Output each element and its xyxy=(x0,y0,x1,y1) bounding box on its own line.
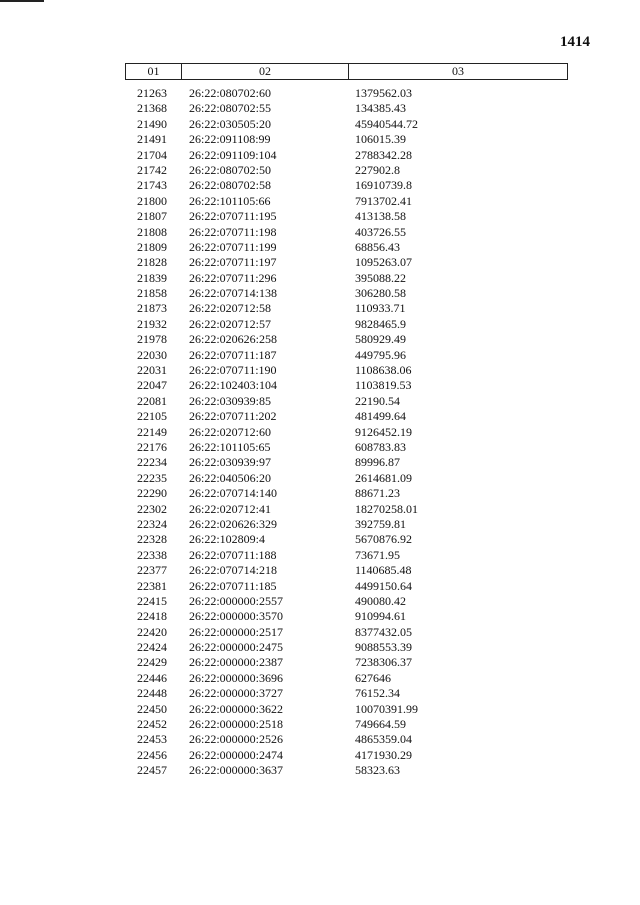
value-cell: 1103819.53 xyxy=(355,378,412,393)
table-row xyxy=(125,655,568,670)
row-id-cell: 22377 xyxy=(137,563,167,578)
row-id-cell: 22424 xyxy=(137,640,167,655)
row-id-cell: 22420 xyxy=(137,624,167,639)
value-cell: 403726.55 xyxy=(355,224,406,239)
row-id-cell: 21490 xyxy=(137,116,167,131)
row-id-cell: 21978 xyxy=(137,332,167,347)
table-row xyxy=(125,609,568,624)
cadastral-number-cell: 26:22:091109:104 xyxy=(189,147,277,162)
value-cell: 68856.43 xyxy=(355,239,400,254)
row-id-cell: 21704 xyxy=(137,147,167,162)
value-cell: 106015.39 xyxy=(355,132,406,147)
value-cell: 449795.96 xyxy=(355,347,406,362)
table-row xyxy=(125,363,568,378)
value-cell: 58323.63 xyxy=(355,763,400,778)
value-cell: 395088.22 xyxy=(355,270,406,285)
cadastral-number-cell: 26:22:000000:2387 xyxy=(189,655,284,670)
cadastral-number-cell: 26:22:101105:66 xyxy=(189,193,271,208)
cadastral-number-cell: 26:22:080702:58 xyxy=(189,178,272,193)
cadastral-number-cell: 26:22:020712:58 xyxy=(189,301,272,316)
value-cell: 1379562.03 xyxy=(355,86,412,100)
table-row xyxy=(125,240,568,255)
row-id-cell: 22456 xyxy=(137,747,167,762)
table-row xyxy=(125,502,568,517)
cadastral-number-cell: 26:22:000000:2557 xyxy=(189,593,284,608)
cadastral-number-cell: 26:22:080702:55 xyxy=(189,101,272,116)
value-cell: 76152.34 xyxy=(355,686,400,701)
row-id-cell: 22176 xyxy=(137,439,167,454)
table-row xyxy=(125,471,568,486)
value-cell: 22190.54 xyxy=(355,393,400,408)
row-id-cell: 21263 xyxy=(137,86,167,100)
table-row xyxy=(125,732,568,747)
row-id-cell: 22047 xyxy=(137,378,167,393)
cadastral-number-cell: 26:22:020712:57 xyxy=(189,316,272,331)
table-row xyxy=(125,86,568,101)
row-id-cell: 21873 xyxy=(137,301,167,316)
cadastral-number-cell: 26:22:000000:3622 xyxy=(189,701,284,716)
value-cell: 45940544.72 xyxy=(355,116,418,131)
value-cell: 608783.83 xyxy=(355,439,406,454)
value-cell: 1108638.06 xyxy=(355,363,412,378)
row-id-cell: 22324 xyxy=(137,516,167,531)
row-id-cell: 21828 xyxy=(137,255,167,270)
cadastral-number-cell: 26:22:070711:202 xyxy=(189,409,277,424)
row-id-cell: 22290 xyxy=(137,486,167,501)
table-row xyxy=(125,301,568,316)
table-row xyxy=(125,686,568,701)
row-id-cell: 21743 xyxy=(137,178,167,193)
cadastral-number-cell: 26:22:020712:60 xyxy=(189,424,272,439)
cadastral-number-cell: 26:22:102403:104 xyxy=(189,378,278,393)
table-row xyxy=(125,209,568,224)
table-row xyxy=(125,748,568,763)
table-row xyxy=(125,548,568,563)
row-id-cell: 22429 xyxy=(137,655,167,670)
table-row xyxy=(125,378,568,393)
header-col-2: 02 xyxy=(182,64,349,79)
cadastral-number-cell: 26:22:101105:65 xyxy=(189,439,271,454)
value-cell: 4171930.29 xyxy=(355,747,412,762)
table-row xyxy=(125,348,568,363)
table-row xyxy=(125,717,568,732)
cadastral-number-cell: 26:22:000000:2517 xyxy=(189,624,284,639)
value-cell: 413138.58 xyxy=(355,209,406,224)
cadastral-number-cell: 26:22:070711:195 xyxy=(189,209,277,224)
table-row xyxy=(125,286,568,301)
table-row xyxy=(125,763,568,778)
value-cell: 10070391.99 xyxy=(355,701,418,716)
value-cell: 749664.59 xyxy=(355,717,406,732)
value-cell: 1095263.07 xyxy=(355,255,412,270)
value-cell: 490080.42 xyxy=(355,593,406,608)
row-id-cell: 22081 xyxy=(137,393,167,408)
corner-mark xyxy=(0,0,44,2)
value-cell: 4499150.64 xyxy=(355,578,412,593)
value-cell: 8377432.05 xyxy=(355,624,412,639)
table-row xyxy=(125,625,568,640)
table-row xyxy=(125,579,568,594)
cadastral-number-cell: 26:22:000000:3570 xyxy=(189,609,284,624)
row-id-cell: 22450 xyxy=(137,701,167,716)
cadastral-number-cell: 26:22:070711:187 xyxy=(189,347,277,362)
row-id-cell: 22105 xyxy=(137,409,167,424)
table-row xyxy=(125,148,568,163)
row-id-cell: 21807 xyxy=(137,209,167,224)
cadastral-number-cell: 26:22:000000:2518 xyxy=(189,717,284,732)
value-cell: 110933.71 xyxy=(355,301,406,316)
table-row xyxy=(125,517,568,532)
table-row xyxy=(125,117,568,132)
value-cell: 227902.8 xyxy=(355,162,400,177)
table-header xyxy=(125,63,568,80)
row-id-cell: 22030 xyxy=(137,347,167,362)
value-cell: 88671.23 xyxy=(355,486,400,501)
table-row xyxy=(125,394,568,409)
table-row xyxy=(125,271,568,286)
value-cell: 306280.58 xyxy=(355,286,406,301)
header-col-3: 03 xyxy=(452,64,464,78)
cadastral-number-cell: 26:22:091108:99 xyxy=(189,132,271,147)
row-id-cell: 22448 xyxy=(137,686,167,701)
table-row xyxy=(125,486,568,501)
cadastral-number-cell: 26:22:040506:20 xyxy=(189,470,272,485)
table-row xyxy=(125,255,568,270)
value-cell: 16910739.8 xyxy=(355,178,412,193)
table-row xyxy=(125,409,568,424)
table-row xyxy=(125,440,568,455)
table-row xyxy=(125,194,568,209)
cadastral-number-cell: 26:22:030939:85 xyxy=(189,393,272,408)
table-row xyxy=(125,332,568,347)
row-id-cell: 22452 xyxy=(137,717,167,732)
row-id-cell: 22235 xyxy=(137,470,167,485)
table-row xyxy=(125,532,568,547)
table-body xyxy=(125,86,568,779)
value-cell: 73671.95 xyxy=(355,547,400,562)
row-id-cell: 21800 xyxy=(137,193,167,208)
row-id-cell: 22302 xyxy=(137,501,167,516)
row-id-cell: 21932 xyxy=(137,316,167,331)
table-row xyxy=(125,702,568,717)
row-id-cell: 21839 xyxy=(137,270,167,285)
value-cell: 481499.64 xyxy=(355,409,406,424)
page-number: 1414 xyxy=(560,34,590,50)
cadastral-number-cell: 26:22:070711:198 xyxy=(189,224,277,239)
cadastral-number-cell: 26:22:070711:199 xyxy=(189,239,277,254)
cadastral-number-cell: 26:22:070711:190 xyxy=(189,363,277,378)
row-id-cell: 22338 xyxy=(137,547,167,562)
row-id-cell: 21809 xyxy=(137,239,167,254)
table-row xyxy=(125,101,568,116)
cadastral-number-cell: 26:22:070711:188 xyxy=(189,547,277,562)
row-id-cell: 22453 xyxy=(137,732,167,747)
table-row xyxy=(125,563,568,578)
row-id-cell: 22149 xyxy=(137,424,167,439)
cadastral-number-cell: 26:22:102809:4 xyxy=(189,532,266,547)
cadastral-number-cell: 26:22:020626:329 xyxy=(189,516,278,531)
row-id-cell: 22031 xyxy=(137,363,167,378)
row-id-cell: 22381 xyxy=(137,578,167,593)
row-id-cell: 22415 xyxy=(137,593,167,608)
row-id-cell: 22446 xyxy=(137,670,167,685)
table-row xyxy=(125,671,568,686)
cadastral-number-cell: 26:22:000000:3727 xyxy=(189,686,284,701)
cadastral-number-cell: 26:22:020712:41 xyxy=(189,501,272,516)
cadastral-number-cell: 26:22:030939:97 xyxy=(189,455,272,470)
cadastral-number-cell: 26:22:070711:185 xyxy=(189,578,277,593)
value-cell: 627646 xyxy=(355,670,391,685)
row-id-cell: 22328 xyxy=(137,532,167,547)
cadastral-number-cell: 26:22:070714:140 xyxy=(189,486,278,501)
row-id-cell: 21368 xyxy=(137,101,167,116)
value-cell: 7913702.41 xyxy=(355,193,412,208)
value-cell: 9088553.39 xyxy=(355,640,412,655)
header-col-1: 01 xyxy=(126,64,182,79)
cadastral-number-cell: 26:22:000000:3637 xyxy=(189,763,284,778)
table-row xyxy=(125,132,568,147)
cadastral-number-cell: 26:22:070711:296 xyxy=(189,270,277,285)
value-cell: 9126452.19 xyxy=(355,424,412,439)
cadastral-number-cell: 26:22:080702:60 xyxy=(189,86,272,100)
value-cell: 2614681.09 xyxy=(355,470,412,485)
table-row xyxy=(125,317,568,332)
cadastral-number-cell: 26:22:070711:197 xyxy=(189,255,277,270)
cadastral-number-cell: 26:22:030505:20 xyxy=(189,116,272,131)
cadastral-number-cell: 26:22:070714:218 xyxy=(189,563,278,578)
cadastral-number-cell: 26:22:070714:138 xyxy=(189,286,278,301)
cadastral-number-cell: 26:22:080702:50 xyxy=(189,162,272,177)
value-cell: 5670876.92 xyxy=(355,532,412,547)
value-cell: 2788342.28 xyxy=(355,147,412,162)
table-row xyxy=(125,425,568,440)
value-cell: 89996.87 xyxy=(355,455,400,470)
row-id-cell: 21491 xyxy=(137,132,167,147)
row-id-cell: 21742 xyxy=(137,162,167,177)
table-row xyxy=(125,225,568,240)
value-cell: 4865359.04 xyxy=(355,732,412,747)
cadastral-number-cell: 26:22:000000:3696 xyxy=(189,670,284,685)
cadastral-number-cell: 26:22:020626:258 xyxy=(189,332,278,347)
cadastral-number-cell: 26:22:000000:2475 xyxy=(189,640,284,655)
value-cell: 18270258.01 xyxy=(355,501,418,516)
cadastral-number-cell: 26:22:000000:2526 xyxy=(189,732,284,747)
value-cell: 1140685.48 xyxy=(355,563,412,578)
table-row xyxy=(125,640,568,655)
table-row xyxy=(125,178,568,193)
row-id-cell: 21808 xyxy=(137,224,167,239)
value-cell: 580929.49 xyxy=(355,332,406,347)
cadastral-number-cell: 26:22:000000:2474 xyxy=(189,747,284,762)
row-id-cell: 22418 xyxy=(137,609,167,624)
table-row xyxy=(125,163,568,178)
row-id-cell: 22234 xyxy=(137,455,167,470)
value-cell: 910994.61 xyxy=(355,609,406,624)
value-cell: 7238306.37 xyxy=(355,655,412,670)
table-row xyxy=(125,455,568,470)
table-row xyxy=(125,594,568,609)
row-id-cell: 22457 xyxy=(137,763,167,778)
value-cell: 392759.81 xyxy=(355,516,406,531)
value-cell: 134385.43 xyxy=(355,101,406,116)
value-cell: 9828465.9 xyxy=(355,316,406,331)
row-id-cell: 21858 xyxy=(137,286,167,301)
